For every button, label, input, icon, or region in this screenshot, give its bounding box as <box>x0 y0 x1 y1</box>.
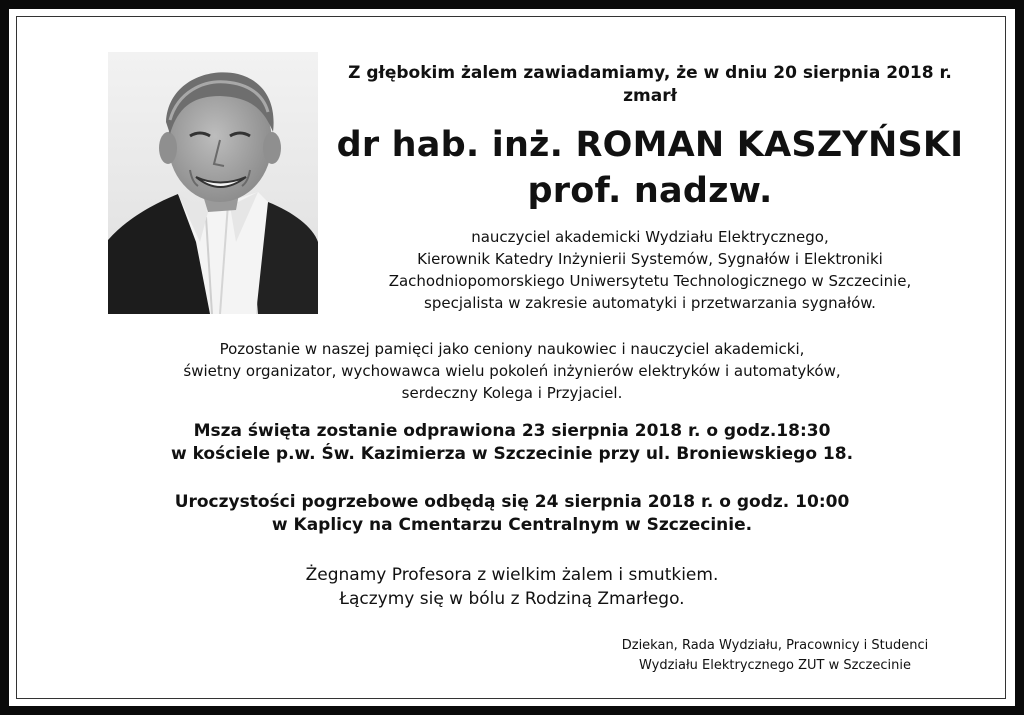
role-line: nauczyciel akademicki Wydziału Elektrycznego, <box>471 228 829 246</box>
portrait-photo <box>108 52 318 314</box>
memory-line: świetny organizator, wychowawca wielu pokoleń inżynierów elektryków i automatyków, <box>183 362 841 380</box>
mass-line: w kościele p.w. Św. Kazimierza w Szczecinie przy ul. Broniewskiego 18. <box>170 444 854 464</box>
funeral-line: Uroczystości pogrzebowe odbędą się 24 sierpnia 2018 r. o godz. 10:00 <box>174 492 850 512</box>
farewell-line: Łączymy się w bólu z Rodziną Zmarłego. <box>339 589 685 609</box>
portrait-illustration <box>108 52 318 314</box>
name-line: dr hab. inż. ROMAN KASZYŃSKI <box>336 125 964 165</box>
mass-info <box>60 420 964 466</box>
memory-paragraph <box>60 338 964 404</box>
funeral-line: w Kaplicy na Cmentarzu Centralnym w Szczecinie. <box>271 515 753 535</box>
signature-line: Wydziału Elektrycznego ZUT w Szczecinie <box>639 658 911 673</box>
memory-line: Pozostanie w naszej pamięci jako ceniony naukowiec i nauczyciel akademicki, <box>219 340 805 358</box>
intro-line: zmarł <box>623 86 677 106</box>
role-line: Kierownik Katedry Inżynierii Systemów, Sygnałów i Elektroniki <box>417 250 883 268</box>
funeral-info <box>60 491 964 537</box>
signature-block <box>590 636 960 676</box>
deceased-name <box>330 122 970 214</box>
announcement-intro <box>330 62 970 108</box>
roles-description <box>330 226 970 314</box>
signature-line: Dziekan, Rada Wydziału, Pracownicy i Studenci <box>621 638 929 653</box>
mass-line: Msza święta zostanie odprawiona 23 sierpnia 2018 r. o godz.18:30 <box>193 421 831 441</box>
role-line: specjalista w zakresie automatyki i przetwarzania sygnałów. <box>424 294 876 312</box>
title-line: prof. nadzw. <box>527 171 773 211</box>
role-line: Zachodniopomorskiego Uniwersytetu Technologicznego w Szczecinie, <box>388 272 912 290</box>
farewell-message <box>60 563 964 611</box>
intro-line: Z głębokim żalem zawiadamiamy, że w dniu 20 sierpnia 2018 r. <box>348 63 952 83</box>
farewell-line: Żegnamy Profesora z wielkim żalem i smutkiem. <box>305 565 719 585</box>
memory-line: serdeczny Kolega i Przyjaciel. <box>401 384 623 402</box>
